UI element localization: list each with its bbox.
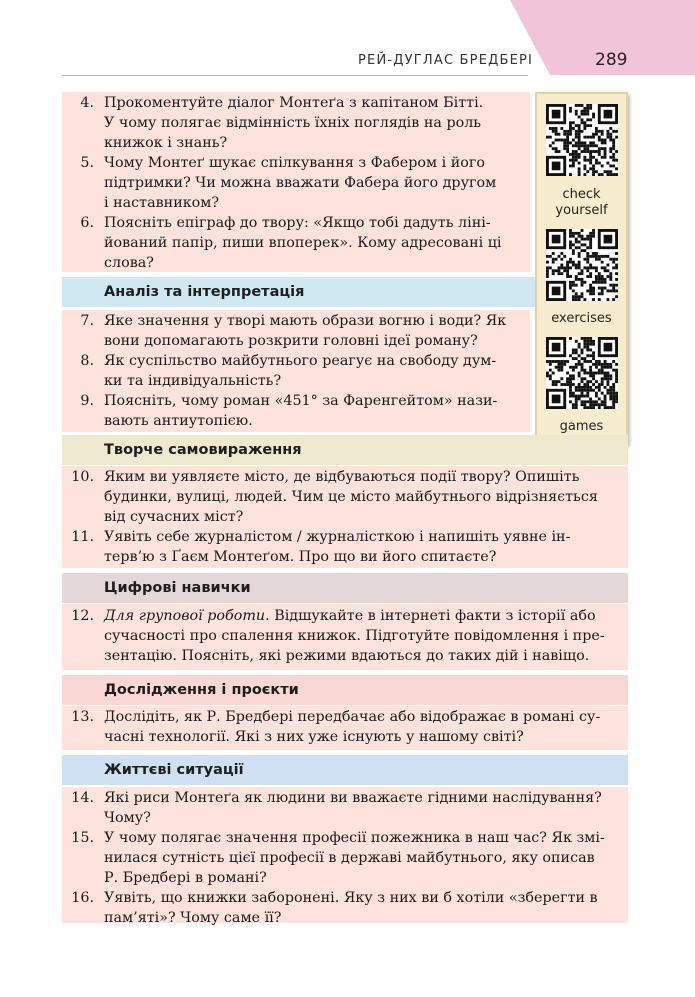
question-16 [62,888,628,928]
question-number: 12. [71,608,94,624]
question-text: Дослідіть, як Р. Бредбері передбачає або відображає в романі су- часні технології. Які з них уже існують у нашому світі? [104,709,601,745]
question-number: 10. [71,469,94,485]
question-text: Поясніть, чому роман «451° за Фаренгейтом» нази- вають антиутопією. [104,393,498,429]
question-number: 15. [71,830,94,846]
question-number: 14. [71,790,94,806]
question-number: 7. [80,313,94,329]
question-number: 11. [71,529,94,545]
question-12 [62,606,628,666]
question-text: У чому полягає значення професії пожежника в наш час? Як змі- нилася сутність цієї професії в державі майбутнього, яку описав Р. Бредбері в романі? [104,830,605,886]
qr-caption-check: check yourself [555,187,608,218]
qr-caption-exercises: exercises [551,311,612,326]
questions-list-4 [62,606,628,666]
qr-code-exercises[interactable] [546,229,618,301]
page-number: 289 [595,50,628,70]
question-number: 5. [80,155,94,171]
questions-list-5 [62,707,628,747]
questions-list-3 [62,467,628,567]
section-heading-creative: Творче самовираження [62,435,628,465]
question-13 [62,707,628,747]
question-11 [62,527,628,567]
questions-list-1 [62,93,530,273]
question-number: 9. [80,393,94,409]
qr-code-games[interactable] [546,337,618,409]
question-number: 8. [80,353,94,369]
question-number: 6. [80,215,94,231]
question-15 [62,828,628,888]
qr-caption-games: games [559,419,604,434]
question-text: Прокоментуйте діалог Монтеґа з капітаном Бітті. У чому полягає відмінність їхніх поглядів на роль книжок і знань? [104,95,484,151]
question-text: Яке значення у творі мають образи вогню і води? Як вони допомагають розкрити головні ідеї роману? [104,313,507,349]
question-number: 13. [71,709,94,725]
question-5 [62,153,530,213]
question-number: 16. [71,890,94,906]
question-text: Які риси Монтеґа як людини ви вважаєте гідними наслідування? Чому? [104,790,602,826]
question-10 [62,467,628,527]
qr-codes-panel [535,92,628,444]
question-text: Уявіть, що книжки заборонені. Яку з них ви б хотіли «зберегти в пам’яті»? Чому саме її? [104,890,598,926]
question-7 [62,311,530,351]
running-title: РЕЙ-ДУГЛАС БРЕДБЕРІ [358,53,534,68]
question-text: Уявіть себе журналістом / журналісткою і напишіть уявне ін- терв’ю з Ґаєм Монтеґом. Про що ви його спитаєте? [104,529,571,565]
question-text: Для групової роботи. Відшукайте в інтернеті факти з історії або сучасності про спалення книжок. Підготуйте повідомлення і пре- зентацію. Поясніть, які режими вдаються до таких дій і навіщо. [104,608,605,664]
question-number: 4. [80,95,94,111]
question-text: Поясніть епіграф до твору: «Якщо тобі дадуть лінi- йований папір, пиши впоперек». Кому адресовані ці слова? [104,215,502,271]
section-heading-life: Життєві ситуації [62,755,628,785]
qr-code-check-yourself[interactable] [546,104,618,176]
questions-list-2 [62,311,530,431]
question-14 [62,788,628,828]
question-text: Чому Монтеґ шукає спілкування з Фабером і його підтримки? Чи можна вважати Фабера його другом і наставником? [104,155,497,211]
section-heading-research: Дослідження і проєкти [62,675,628,705]
questions-list-6 [62,788,628,928]
question-4 [62,93,530,153]
question-text: Як суспільство майбутнього реагує на свободу дум- ки та індивідуальність? [104,353,497,389]
task-type-label: Для групової роботи [104,608,266,624]
question-6 [62,213,530,273]
question-9 [62,391,530,431]
question-text: Яким ви уявляєте місто, де відбуваються події твору? Опишіть будинки, вулиці, людей. Чим це місто майбутнього відрізняється від сучасних міст? [104,469,598,525]
section-heading-digital: Цифрові навички [62,573,628,603]
question-8 [62,351,530,391]
header-rule [62,75,528,76]
section-heading-analysis: Аналіз та інтерпретація [62,277,535,307]
